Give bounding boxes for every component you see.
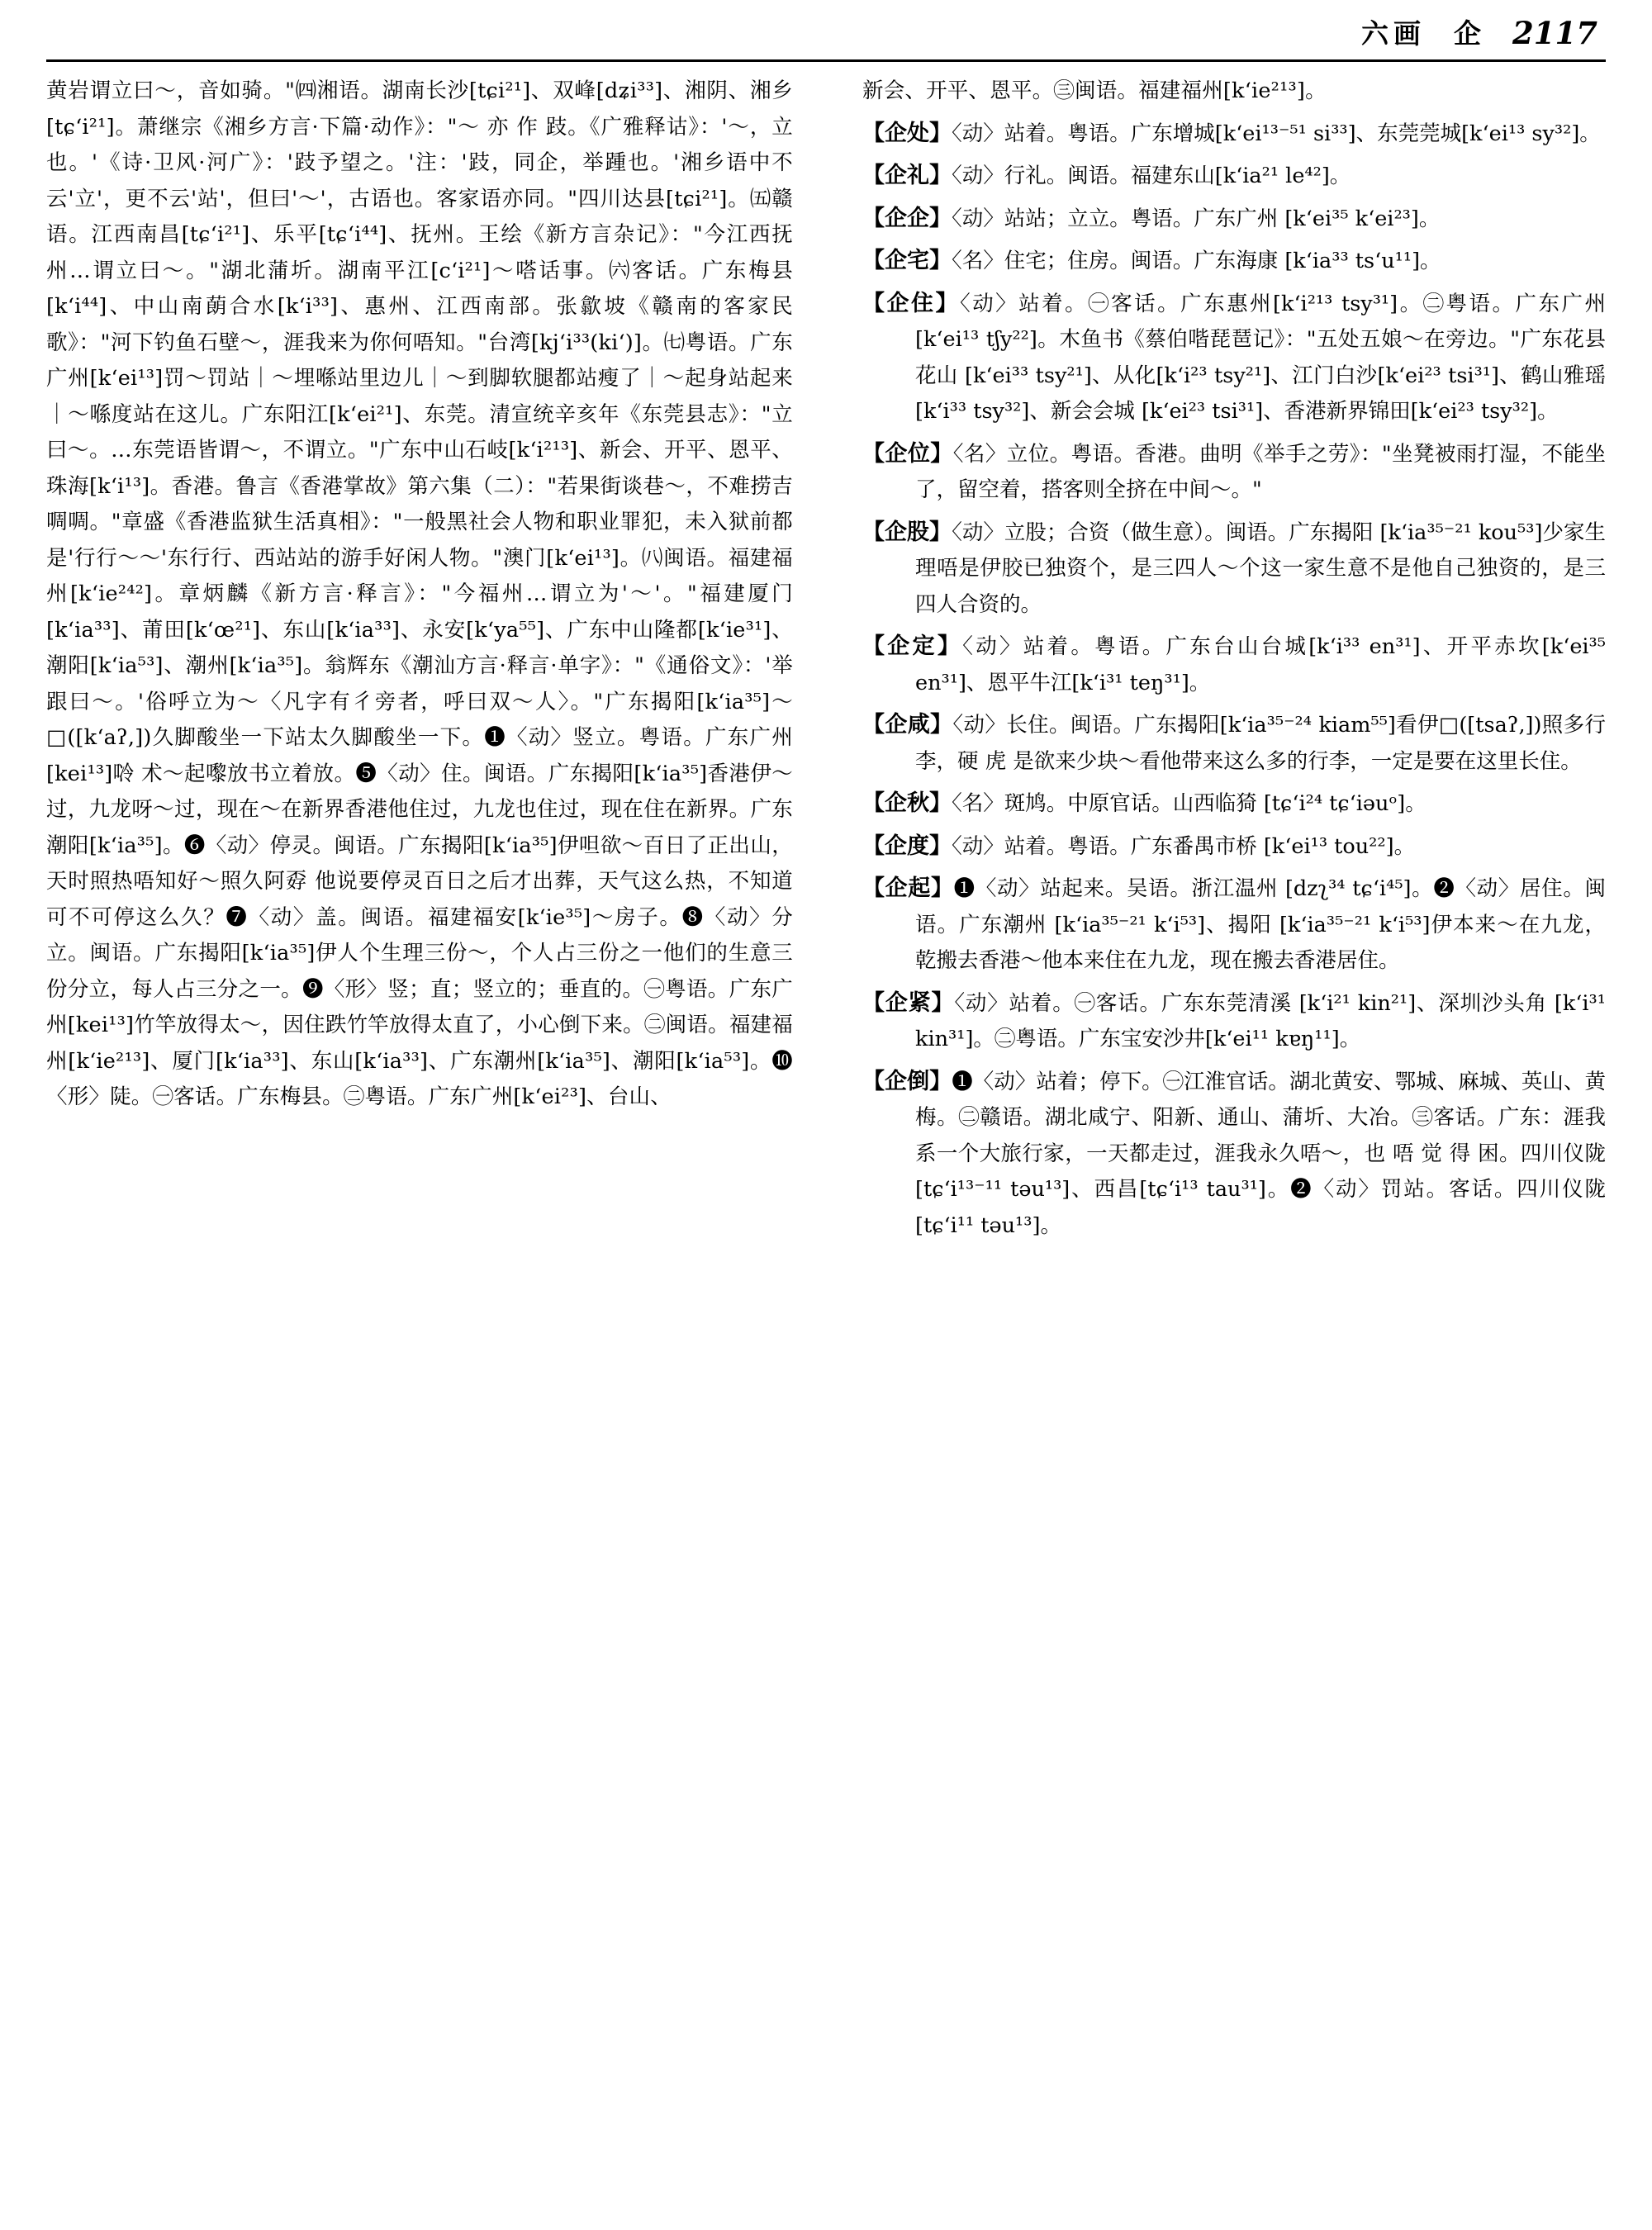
- left-column: [46, 74, 826, 2204]
- header-radical: 六画: [1361, 17, 1427, 50]
- entry-body: 〈名〉住宅；住房。闽语。广东海康 [kʻia³³ tsʻu¹¹]。: [952, 249, 1441, 273]
- entry-headword: 【企宅】: [862, 248, 952, 273]
- page-number: 2117: [1512, 15, 1597, 51]
- entry-body: ❶〈动〉站起来。吴语。浙江温州 [dzʅ³⁴ tɕʻi⁴⁵]。❷〈动〉居住。闽语。广东潮州 [kʻia³⁵⁻²¹ kʻi⁵³]、揭阳 [kʻia³⁵⁻²¹ kʻi⁵³]伊本来〜在九龙，乾搬去香港〜他本来住在九龙，现在搬去香港居住。: [915, 876, 1606, 973]
- entry-qidu: [862, 828, 1606, 866]
- header-entry-char: 企: [1454, 17, 1482, 50]
- entry-body: 〈动〉行礼。闽语。福建东山[kʻia²¹ le⁴²]。: [952, 164, 1351, 188]
- entry-qigu: [862, 515, 1606, 624]
- entry-qili: [862, 158, 1606, 195]
- entry-headword: 【企住】: [862, 290, 960, 316]
- entry-headword: 【企股】: [862, 519, 952, 545]
- header-divider: [46, 59, 1606, 62]
- entry-headword: 【企紧】: [862, 989, 955, 1016]
- entry-headword: 【企倒】: [862, 1068, 952, 1094]
- entry-qiqi: [862, 201, 1606, 238]
- entry-body: 〈动〉站站；立立。粤语。广东广州 [kʻei³⁵ kʻei²³]。: [952, 206, 1441, 231]
- entry-body: 〈动〉站着。㊀客话。广东东莞清溪 [kʻi²¹ kin²¹]、深圳沙头角 [kʻi³¹ kin³¹]。㊁粤语。广东宝安沙井[kʻei¹¹ kɐŋ¹¹]。: [915, 990, 1606, 1051]
- entry-headword: 【企起】: [862, 875, 954, 901]
- entry-headword: 【企咸】: [862, 712, 953, 738]
- entry-body: 〈动〉站着。㊀客话。广东惠州[kʻi²¹³ tsy³¹]。㊁粤语。广东广州 [kʻei¹³ tʃy²²]。木鱼书《蔡伯喈琵琶记》："五处五娘〜在旁边。"广东花县花山 [kʻei³³ tsy²¹]、从化[kʻi²³ tsy²¹]、江门白沙[kʻei²³ tsi³¹]、鹤山雅瑶[kʻi³³ tsy³²]、新会会城 [kʻei²³ tsi³¹]、香港新界锦田[kʻei²³ tsy³²]。: [915, 291, 1606, 424]
- right-column: [826, 74, 1606, 2204]
- entry-body: ❶〈动〉站着；停下。㊀江淮官话。湖北黄安、鄂城、麻城、英山、黄梅。㊁赣语。湖北咸宁、阳新、通山、蒲圻、大冶。㊂客话。广东：涯我 系一个大旅行家，一天都走过，涯我永久唔〜，也 唔 觉 得 困。四川仪陇[tɕʻi¹³⁻¹¹ təu¹³]、西昌[tɕʻi¹³ tau³¹]。❷〈动〉罚站。客话。四川仪陇 [tɕʻi¹¹ təu¹³]。: [915, 1069, 1606, 1238]
- entry-body: 〈动〉立股；合资（做生意）。闽语。广东揭阳 [kʻia³⁵⁻²¹ kou⁵³]少家生理唔是伊胶已独资个，是三四人〜个这一家生意不是他自己独资的，是三四人合资的。: [915, 520, 1606, 617]
- entry-qiwei: [862, 436, 1606, 509]
- entry-body: 〈动〉站着。粤语。广东番禺市桥 [kʻei¹³ tou²²]。: [952, 833, 1416, 859]
- entry-headword: 【企定】: [862, 633, 963, 659]
- entry-body: 〈动〉站着。粤语。广东增城[kʻei¹³⁻⁵¹ si³³]、东莞莞城[kʻei¹³ sy³²]。: [952, 121, 1601, 146]
- two-column-body: [46, 74, 1606, 2204]
- entry-body: 〈名〉立位。粤语。香港。曲明《举手之劳》："坐凳被雨打湿，不能坐了，留空着，搭客则全挤在中间〜。": [915, 441, 1607, 502]
- page-header: [46, 0, 1606, 55]
- entry-qixian: [862, 707, 1606, 780]
- entry-qiqiu: [862, 785, 1606, 823]
- entry-body: 〈名〉斑鸠。中原官话。山西临猗 [tɕʻi²⁴ tɕʻiəuᵒ]。: [952, 791, 1427, 816]
- entry-qizhu: [862, 286, 1606, 430]
- continued-paragraph-top: 新会、开平、恩平。㊂闽语。福建福州[kʻie²¹³]。: [862, 78, 1327, 103]
- continued-paragraph: 黄岩谓立曰〜，音如骑。"㈣湘语。湖南长沙[tɕi²¹]、双峰[dʑi³³]、湘阴、湘乡[tɕʻi²¹]。萧继宗《湘乡方言·下篇·动作》："〜 亦 作 跂。《广雅释诂》：'〜，立也。'《诗·卫风·河广》：'跂予望之。'注：'跂，同企，举踵也。'湘乡语中不云'立'，更不云'站'，但曰'〜'，古语也。客家语亦同。"四川达县[tɕi²¹]。㈤赣语。江西南昌[tɕʻi²¹]、乐平[tɕʻi⁴⁴]、抚州。王绘《新方言杂记》："今江西抚州…谓立曰〜。"湖北蒲圻。湖南平江[cʻi²¹]〜嗒话事。㈥客话。广东梅县[kʻi⁴⁴]、中山南蓢合水[kʻi³³]、惠州、江西南部。张歙坡《赣南的客家民歌》："河下钓鱼石壁〜，涯我来为你何唔知。"台湾[kjʻi³³(kiʻ)]。㈦粤语。广东广州[kʻei¹³]罚〜罚站｜〜埋喺站里边儿｜〜到脚软腿都站瘦了｜〜起身站起来｜〜喺度站在这儿。广东阳江[kʻei²¹]、东莞。清宣统辛亥年《东莞县志》："立曰〜。…东莞语皆谓〜，不谓立。"广东中山石岐[kʻi²¹³]、新会、开平、恩平、珠海[kʻi¹³]。香港。鲁言《香港掌故》第六集（二）："若果街谈巷〜，不难捞吉啁啁。"章盛《香港监狱生活真相》："一般黑社会人物和职业罪犯，未入狱前都是'行行〜〜'东行行、西站站的游手好闲人物。"澳门[kʻei¹³]。㈧闽语。福建福州[kʻie²⁴²]。章炳麟《新方言·释言》："今福州…谓立为'〜'。"福建厦门[kʻia³³]、莆田[kʻœ²¹]、东山[kʻia³³]、永安[kʻya⁵⁵]、广东中山隆都[kʻie³¹]、潮阳[kʻia⁵³]、潮州[kʻia³⁵]。翁辉东《潮汕方言·释言·单字》："《通俗文》：'举跟曰〜。'俗呼立为〜〈凡字有彳旁者，呼曰双〜人〉。"广东揭阳[kʻia³⁵]〜□([kʻaʔ,])久脚酸坐一下站太久脚酸坐一下。❶〈动〉竖立。粤语。广东广州[kei¹³]唥 术〜起嚟放书立着放。❺〈动〉住。闽语。广东揭阳[kʻia³⁵]香港伊〜过，九龙呀〜过，现在〜在新界香港他住过，九龙也住过，现在住在新界。广东潮阳[kʻia³⁵]。❻〈动〉停灵。闽语。广东揭阳[kʻia³⁵]伊呾欲〜百日了正出山，天时照热唔知好〜照久阿孬 他说要停灵百日之后才出葬，天气这么热，不知道可不可停这么久？❼〈动〉盖。闽语。福建福安[kʻie³⁵]〜房子。❽〈动〉分立。闽语。广东揭阳[kʻia³⁵]伊人个生理三份〜，个人占三份之一他们的生意三份分立，每人占三分之一。❾〈形〉竖；直；竖立的；垂直的。㊀粤语。广东广州[kei¹³]竹竿放得太〜，因住跌竹竿放得太直了，小心倒下来。㊁闽语。福建福州[kʻie²¹³]、厦门[kʻia³³]、东山[kʻia³³]、广东潮州[kʻia³⁵]、潮阳[kʻia⁵³]。❿〈形〉陡。㊀客话。广东梅县。㊁粤语。广东广州[kʻei²³]、台山、: [46, 78, 793, 1109]
- entry-headword: 【企秋】: [862, 790, 952, 816]
- entry-headword: 【企度】: [862, 833, 952, 859]
- entry-headword: 【企礼】: [862, 163, 952, 188]
- entry-qiqi2: [862, 871, 1606, 980]
- entry-headword: 【企企】: [862, 205, 952, 231]
- entry-body: 〈动〉长住。闽语。广东揭阳[kʻia³⁵⁻²⁴ kiam⁵⁵]看伊□([tsaʔ,])照多行李，硬 虎 是欲来少块〜看他带来这么多的行李，一定是要在这里长住。: [915, 713, 1607, 774]
- entry-headword: 【企位】: [862, 440, 953, 467]
- entry-qizhai: [862, 243, 1606, 280]
- entry-qijin: [862, 985, 1606, 1058]
- entry-body: 〈动〉站着。粤语。广东台山台城[kʻi³³ en³¹]、开平赤坎[kʻei³⁵ en³¹]、恩平牛江[kʻi³¹ teŋ³¹]。: [915, 634, 1607, 695]
- entry-qidao: [862, 1064, 1606, 1245]
- entry-qiding: [862, 629, 1606, 701]
- entry-headword: 【企处】: [862, 120, 952, 146]
- entry-qichu: [862, 116, 1606, 153]
